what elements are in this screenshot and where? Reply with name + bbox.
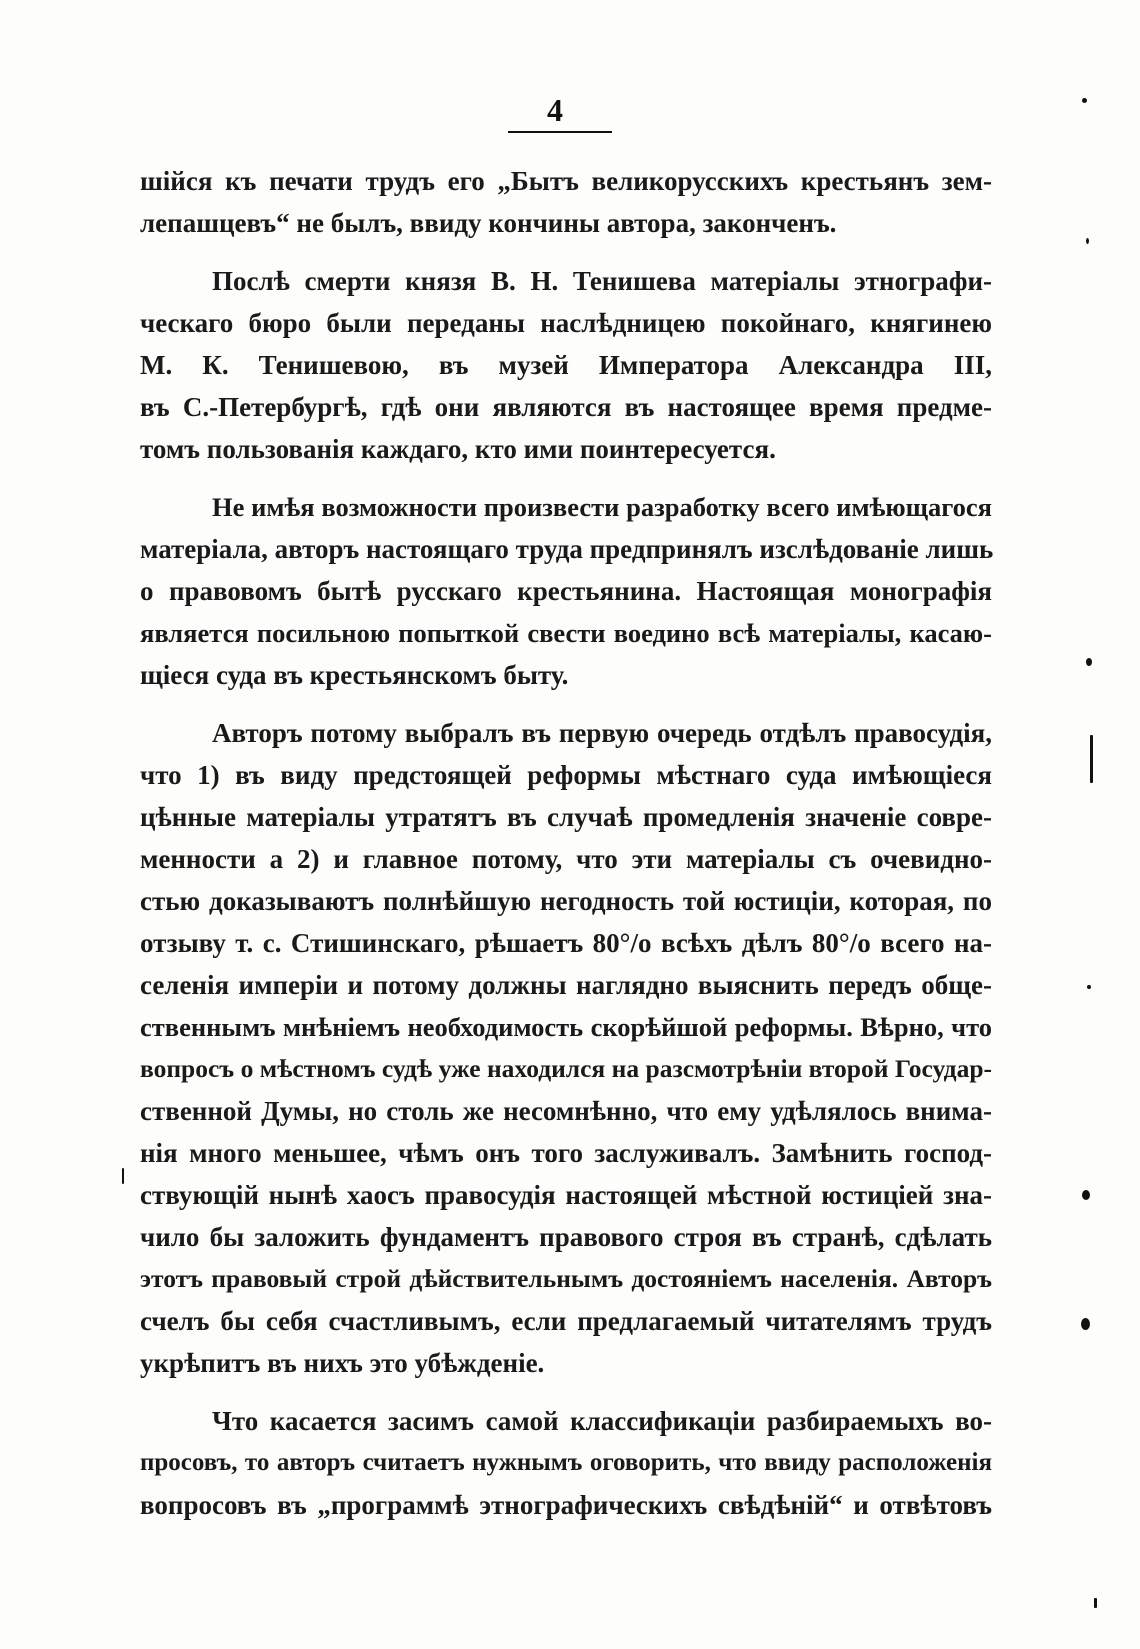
text-line: М. К. Тенишевою, въ музей Императора Александра III, <box>140 350 992 380</box>
text-line: селенія имперіи и потому должны наглядно выяснить передъ обще- <box>140 970 992 1000</box>
paragraph <box>140 260 992 470</box>
text-line: просовъ, то авторъ считаетъ нужнымъ оговорить, что ввиду расположенія <box>140 1449 992 1476</box>
text-line: Авторъ потому выбралъ въ первую очередь отдѣлъ правосудія, <box>212 718 992 748</box>
text-line: Что касается засимъ самой классификаціи разбираемыхъ во- <box>212 1406 992 1436</box>
paragraph <box>140 712 992 1384</box>
text-line: чило бы заложить фундаментъ правового строя въ странѣ, сдѣлать <box>140 1222 992 1252</box>
text-line: стью доказываютъ полнѣйшую негодность той юстиціи, которая, по <box>140 886 992 916</box>
text-line: томъ пользованія каждаго, кто ими поинтересуется. <box>140 434 776 464</box>
text-line: въ С.-Петербургѣ, гдѣ они являются въ настоящее время предме- <box>140 392 992 422</box>
text-line: вопросъ о мѣстномъ судѣ уже находился на разсмотрѣніи второй Государ- <box>140 1054 992 1083</box>
page-number-rule <box>508 131 612 133</box>
text-line: укрѣпитъ въ нихъ это убѣжденіе. <box>140 1348 545 1378</box>
text-line: Послѣ смерти князя В. Н. Тенишева матеріалы этнографи- <box>212 266 992 296</box>
text-line: ческаго бюро были переданы наслѣдницею покойнаго, княгинею <box>140 308 992 338</box>
text-line: ствующій нынѣ хаосъ правосудія настоящей мѣстной юстиціей зна- <box>140 1180 992 1210</box>
scan-speck <box>1090 735 1093 783</box>
text-line: что 1) въ виду предстоящей реформы мѣстнаго суда имѣющіеся <box>140 760 992 790</box>
text-line: нія много меньшее, чѣмъ онъ того заслуживалъ. Замѣнить господ- <box>140 1138 992 1168</box>
text-line: менности а 2) и главное потому, что эти матеріалы съ очевидно- <box>140 844 992 874</box>
scan-speck <box>1082 1190 1090 1200</box>
scan-speck <box>1081 1318 1090 1330</box>
paragraph <box>140 160 992 244</box>
text-line: отзыву т. с. Стишинскаго, рѣшаетъ 80°/о всѣхъ дѣлъ 80°/о всего на- <box>140 928 992 958</box>
paragraph <box>140 1400 992 1526</box>
text-line: вопросовъ въ „программѣ этнографическихъ свѣдѣній“ и отвѣтовъ <box>140 1490 992 1520</box>
text-line: ственнымъ мнѣніемъ необходимость скорѣйшой реформы. Вѣрно, что <box>140 1012 992 1042</box>
text-line: матеріала, авторъ настоящаго труда предпринялъ изслѣдованіе лишь <box>140 534 994 564</box>
scan-speck <box>122 1168 124 1184</box>
text-line: лепашцевъ“ не былъ, ввиду кончины автора, законченъ. <box>140 208 837 238</box>
scan-speck <box>1082 98 1087 103</box>
text-line: ственной Думы, но столь же несомнѣнно, что ему удѣлялось внима- <box>140 1096 992 1126</box>
text-line: является посильною попыткой свести воедино всѣ матеріалы, касаю- <box>140 618 992 648</box>
page-number: 4 <box>547 92 563 128</box>
paragraph <box>140 486 992 696</box>
scan-speck <box>1087 985 1091 989</box>
text-line: цѣнные матеріалы утратятъ въ случаѣ промедленія значеніе совре- <box>140 802 992 832</box>
text-line: щіеся суда въ крестьянскомъ быту. <box>140 660 569 690</box>
body-text <box>140 160 992 1526</box>
text-line: шійся къ печати трудъ его „Бытъ великорусскихъ крестьянъ зем- <box>140 166 992 196</box>
scan-speck <box>1086 238 1089 244</box>
text-line: Не имѣя возможности произвести разработку всего имѣющагося <box>212 492 992 522</box>
text-line: счелъ бы себя счастливымъ, если предлагаемый читателямъ трудъ <box>140 1306 992 1336</box>
scan-speck <box>1086 658 1092 666</box>
scan-speck <box>1094 1598 1097 1608</box>
text-line: этотъ правовый строй дѣйствительнымъ достояніемъ населенія. Авторъ <box>140 1264 992 1293</box>
text-line: о правовомъ бытѣ русскаго крестьянина. Настоящая монографія <box>140 576 992 606</box>
